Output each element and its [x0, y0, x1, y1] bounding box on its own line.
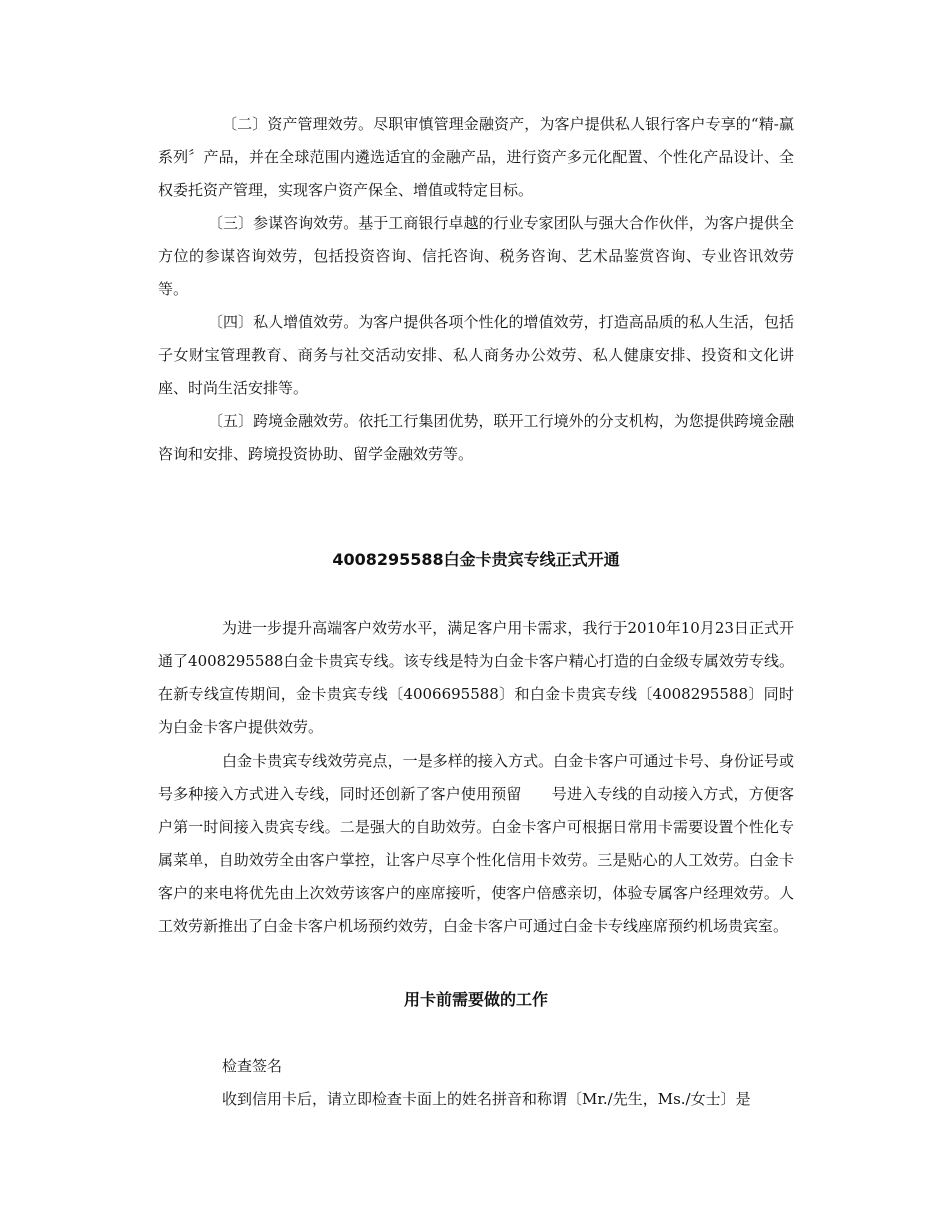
paragraph-platinum-highlights: 白金卡贵宾专线效劳亮点，一是多样的接入方式。白金卡客户可通过卡号、身份证号或 号多种接入方式进入专线，同时还创新了客户使用预留 号进入专线的自动接入方式，方便客户第一时间接入贵宾专线。二是强大的自助效劳。白金卡客户可根据日常用卡需要设置个性化专属菜单，自助效劳全由客户掌控，让客户尽享个性化信用卡效劳。三是贴心的人工效劳。白金卡客户的来电将优先由上次效劳该客户的座席接听，使客户倍感亲切，体验专属客户经理效劳。人工效劳新推出了白金卡客户机场预约效劳，白金卡客户可通过白金卡专线座席预约机场贵宾室。 [158, 752, 825, 935]
paragraph-advisory: 〔三〕参谋咨询效劳。基于工商银行卓越的行业专家团队与强大合作伙伴，为客户提供全方位的参谋咨询效劳，包括投资咨询、信托咨询、税务咨询、艺术品鉴赏咨询、专业咨讯效劳等。 [158, 214, 794, 298]
paragraph-platinum-intro: 为进一步提升高端客户效劳水平，满足客户用卡需求，我行于2010年10月23日正式开通了4008295588白金卡贵宾专线。该专线是特为白金卡客户精心打造的白金级专属效劳专线。在新专线宣传期间，金卡贵宾专线〔4006695588〕和白金卡贵宾专线〔4008295588〕同时为白金卡客户提供效劳。 [158, 619, 794, 736]
paragraph-cross-border: 〔五〕跨境金融效劳。依托工行集团优势，联开工行境外的分支机构，为您提供跨境金融咨询和安排、跨境投资协助、留学金融效劳等。 [158, 412, 794, 463]
heading-before-use: 用卡前需要做的工作 [403, 990, 548, 1009]
paragraph-value-added: 〔四〕私人增值效劳。为客户提供各项个性化的增值效劳，打造高品质的私人生活，包括子女财宝管理教育、商务与社交活动安排、私人商务办公效劳、私人健康安排、投资和文化讲座、时尚生活安排等。 [158, 313, 794, 397]
subheading-check-signature: 检查签名 [222, 1057, 283, 1075]
paragraph-check-card: 收到信用卡后，请立即检查卡面上的姓名拼音和称谓〔Mr./先生，Ms./女士〕是 [222, 1090, 751, 1108]
heading-platinum-line: 4008295588白金卡贵宾专线正式开通 [332, 550, 620, 569]
paragraph-asset-management: 〔二〕资产管理效劳。尽职审慎管理金融资产，为客户提供私人银行客户专享的“精-赢系列〞产品，并在全球范围内遴选适宜的金融产品，进行资产多元化配置、个性化产品设计、全权委托资产管理，实现客户资产保全、增值或特定目标。 [158, 115, 794, 199]
